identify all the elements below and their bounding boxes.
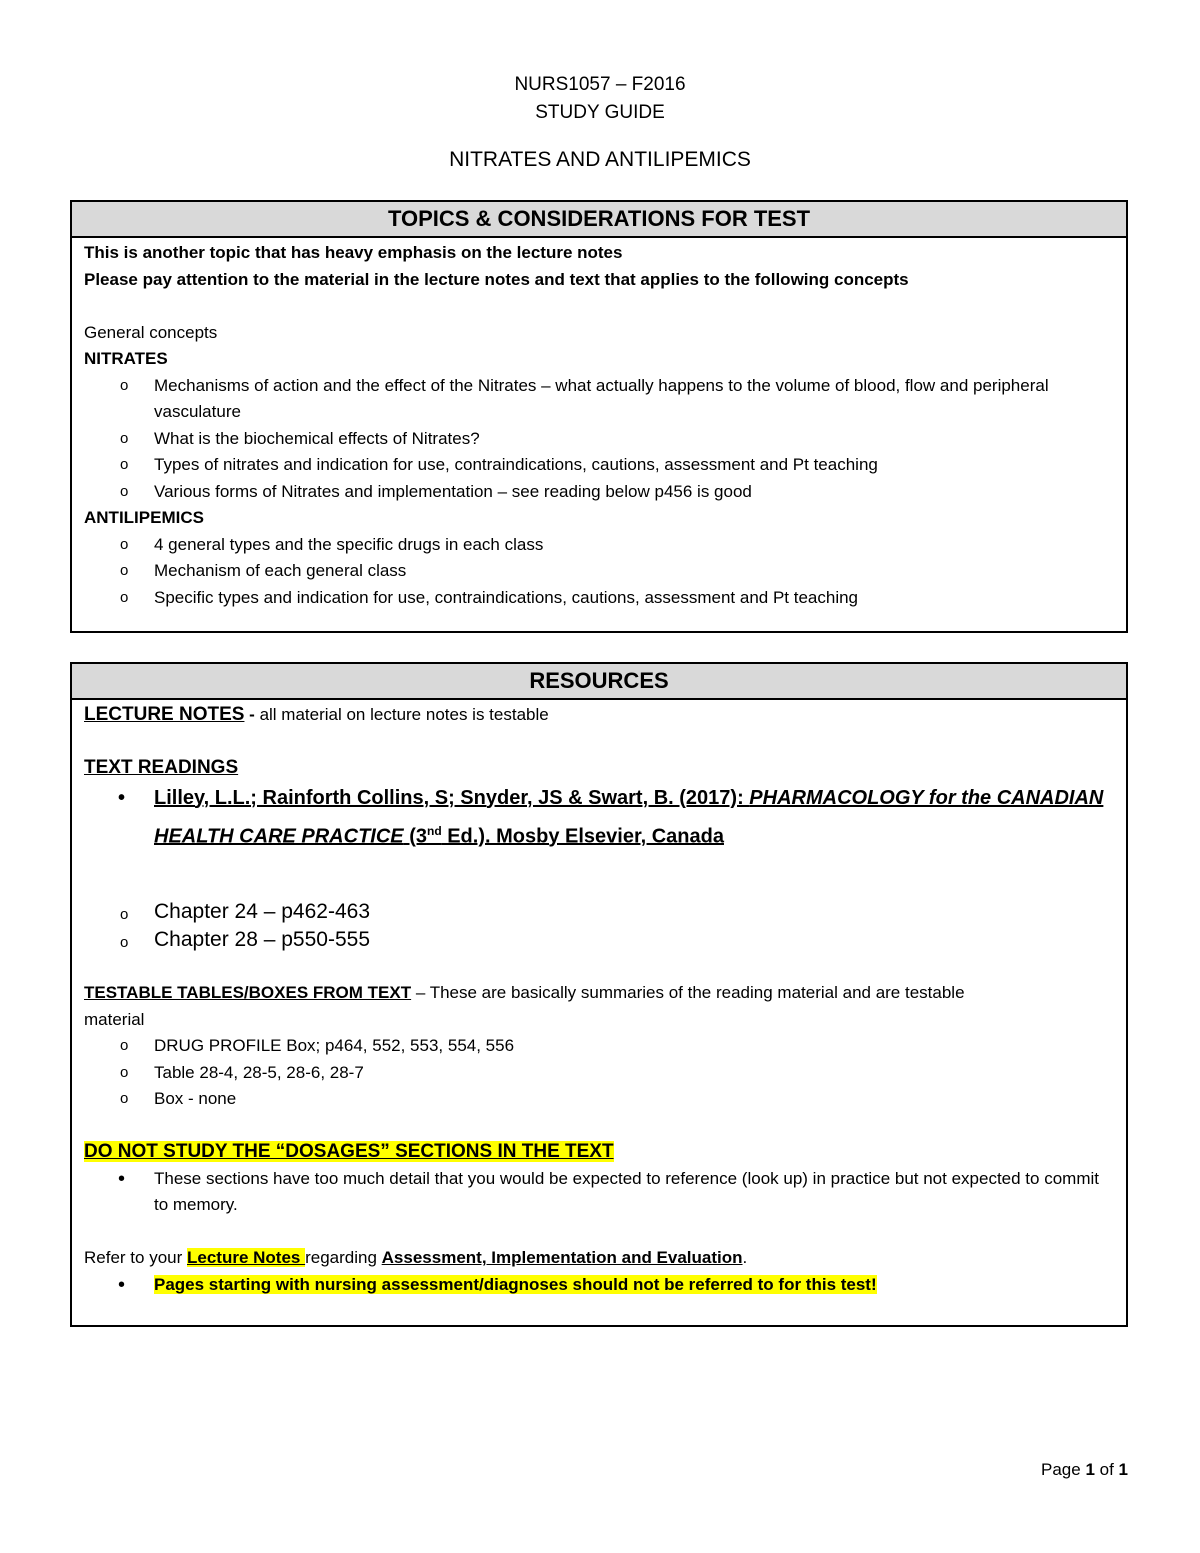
list-item: o Box - none (84, 1086, 1114, 1113)
list-item: o DRUG PROFILE Box; p464, 552, 553, 554, 556 (84, 1033, 1114, 1060)
nitrates-list (84, 373, 1114, 506)
lecture-notes-link: Lecture Notes (187, 1248, 306, 1268)
antilipemics-list (84, 532, 1114, 612)
testable-label: TESTABLE TABLES/BOXES FROM TEXT (84, 983, 412, 1003)
final-note: Pages starting with nursing assessment/diagnoses should not be referred to for this test! (154, 1274, 877, 1294)
lecture-notes-label: LECTURE NOTES (84, 704, 245, 725)
topics-box (70, 200, 1128, 633)
list-item (84, 1272, 1114, 1299)
list-item: • These sections have too much detail that you would be expected to reference (look up) in practice but not expected to commit to memory. (84, 1166, 1114, 1219)
lecture-notes-text: all material on lecture notes is testable (259, 705, 549, 724)
dosages-warning: DO NOT STUDY THE “DOSAGES” SECTIONS IN THE TEXT (84, 1141, 614, 1163)
list-item: o 4 general types and the specific drugs in each class (84, 532, 1114, 559)
list-item: o Types of nitrates and indication for use, contraindications, cautions, assessment and Pt teaching (84, 452, 1114, 479)
list-item: o Chapter 28 – p550-555 (84, 926, 1114, 954)
dosages-warning-line (84, 1139, 1114, 1166)
course-code: NURS1057 – F2016 (514, 74, 686, 95)
list-item: o Table 28-4, 28-5, 28-6, 28-7 (84, 1060, 1114, 1087)
topics-intro-1: This is another topic that has heavy emphasis on the lecture notes (84, 243, 623, 262)
antilipemics-label: ANTILIPEMICS (84, 508, 204, 527)
assessment-topics: Assessment, Implementation and Evaluation (381, 1248, 743, 1268)
list-item: o Chapter 24 – p462-463 (84, 898, 1114, 926)
page-title: NITRATES AND ANTILIPEMICS (449, 148, 751, 171)
final-note-list (84, 1272, 1114, 1299)
testable-list (84, 1033, 1114, 1113)
citation: • Lilley, L.L.; Rainforth Collins, S; Snyder, JS & Swart, B. (2017): PHARMACOLOGY for the CANADIAN HEALTH CARE PRACTICE (3nd Ed.). Mosby Elsevier, Canada (84, 782, 1114, 854)
general-concepts-label: General concepts (84, 322, 218, 342)
dosages-list (84, 1166, 1114, 1219)
list-item: o Mechanism of each general class (84, 558, 1114, 585)
guide-label: STUDY GUIDE (535, 102, 665, 123)
topics-heading: TOPICS & CONSIDERATIONS FOR TEST (72, 202, 1126, 238)
list-item: o Various forms of Nitrates and implementation – see reading below p456 is good (84, 479, 1114, 506)
nitrates-label: NITRATES (84, 349, 168, 368)
refer-line: Refer to your Lecture Notes regarding Assessment, Implementation and Evaluation. (84, 1248, 748, 1268)
resources-heading: RESOURCES (72, 664, 1126, 700)
text-readings-label: TEXT READINGS (84, 757, 239, 778)
resources-box: RESOURCES LECTURE NOTES - all material on lecture notes is testable TEXT READINGS • Lilley, L.L.; Rainforth Collins, S; Snyder, JS & Swart, B. (2017): PHARMACOLOGY for the CANADIAN HEALTH CARE PRACTICE (3nd Ed.). Mosby Elsevier, Canada o Chapter 24 – p462-463 o Chapter 28 – p550-555 TESTABLE TABLES/BOXES FROM TEXT – These are basically summaries of the reading material and are testable material o DRUG PROFILE Box; p464, 552, 553, 554, 556 o Table 28-4, 28-5, 28-6, 28-7 o Box - none DO NOT STUDY THE “DOSAGES” SECTIONS IN THE TEXT • These sections have too much detail that you would be expected to reference (look up) in practice but not expected to commit to memory. Refer to your Lecture Notes regarding Assessment, Implementation and Evaluation. • Pages starting with nursing assessment/diagnoses should not be referred to for this test! (70, 662, 1128, 1327)
citation-list (84, 782, 1114, 854)
topics-intro-2: Please pay attention to the material in the lecture notes and text that applies to the following concepts (84, 269, 909, 289)
testable-line: TESTABLE TABLES/BOXES FROM TEXT – These are basically summaries of the reading material and are testable (84, 983, 965, 1003)
list-item: o What is the biochemical effects of Nitrates? (84, 426, 1114, 453)
page-number: Page 1 of 1 (1041, 1460, 1128, 1479)
list-item: o Mechanisms of action and the effect of the Nitrates – what actually happens to the volume of blood, flow and peripheral vasculature (84, 373, 1114, 426)
lecture-notes-line: LECTURE NOTES - all material on lecture notes is testable (84, 704, 549, 725)
chapter-list (84, 898, 1114, 954)
list-item: o Specific types and indication for use, contraindications, cautions, assessment and Pt teaching (84, 585, 1114, 612)
